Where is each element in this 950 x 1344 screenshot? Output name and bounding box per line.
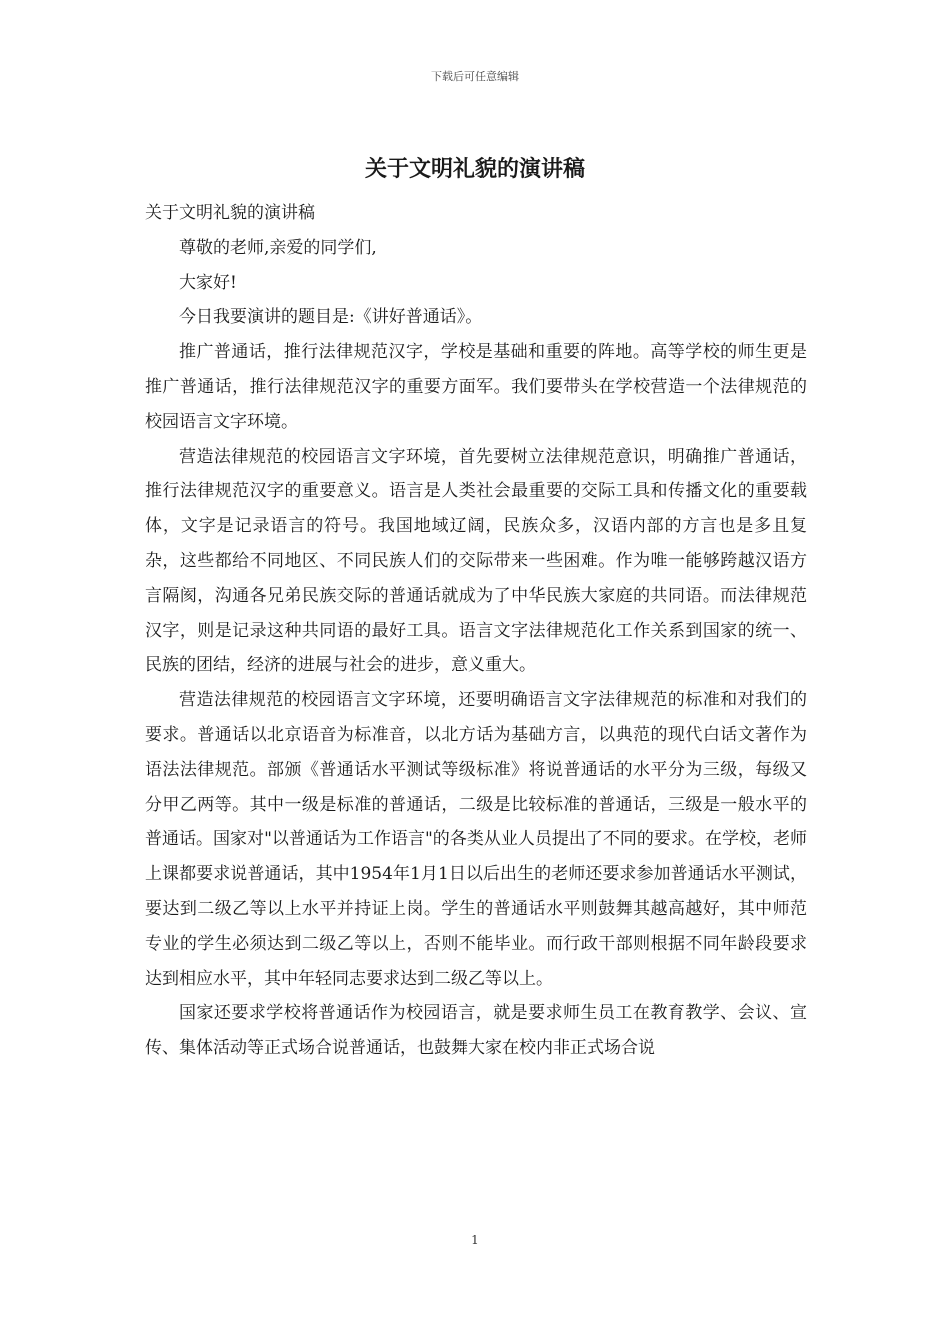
paragraph: 尊敬的老师,亲爱的同学们, bbox=[179, 237, 377, 258]
subtitle-line: 关于文明礼貌的演讲稿 bbox=[145, 203, 315, 223]
document-body bbox=[145, 196, 807, 1066]
document-title: 关于文明礼貌的演讲稿 bbox=[364, 157, 585, 182]
header-note: 下载后可任意编辑 bbox=[431, 70, 519, 83]
paragraph: 大家好! bbox=[179, 272, 237, 293]
paragraph: 推广普通话，推行法律规范汉字，学校是基础和重要的阵地。高等学校的师生更是推广普通话，推行法律规范汉字的重要方面军。我们要带头在学校营造一个法律规范的校园语言文字环境。 bbox=[145, 342, 807, 432]
paragraph: 国家还要求学校将普通话作为校园语言，就是要求师生员工在教育教学、会议、宣传、集体活动等正式场合说普通话，也鼓舞大家在校内非正式场合说 bbox=[145, 1003, 807, 1059]
paragraph: 营造法律规范的校园语言文字环境，还要明确语言文字法律规范的标准和对我们的要求。普通话以北京语音为标准音，以北方话为基础方言，以典范的现代白话文著作为语法法律规范。部颁《普通话水平测试等级标准》将说普通话的水平分为三级，每级又分甲乙两等。其中一级是标准的普通话，二级是比较标准的普通话，三级是一般水平的普通话。国家对"以普通话为工作语言"的各类从业人员提出了不同的要求。在学校，老师上课都要求说普通话，其中1954年1月1日以后出生的老师还要求参加普通话水平测试，要达到二级乙等以上水平并持证上岗。学生的普通话水平则鼓舞其越高越好，其中师范专业的学生必须达到二级乙等以上，否则不能毕业。而行政干部则根据不同年龄段要求达到相应水平，其中年轻同志要求达到二级乙等以上。 bbox=[145, 690, 807, 989]
page-number: 1 bbox=[471, 1233, 479, 1247]
paragraph: 今日我要演讲的题目是:《讲好普通话》。 bbox=[179, 307, 483, 328]
paragraph: 营造法律规范的校园语言文字环境，首先要树立法律规范意识，明确推广普通话，推行法律规范汉字的重要意义。语言是人类社会最重要的交际工具和传播文化的重要载体，文字是记录语言的符号。我国地域辽阔，民族众多，汉语内部的方言也是多且复杂，这些都给不同地区、不同民族人们的交际带来一些困难。作为唯一能够跨越汉语方言隔阂，沟通各兄弟民族交际的普通话就成为了中华民族大家庭的共同语。而法律规范汉字，则是记录这种共同语的最好工具。语言文字法律规范化工作关系到国家的统一、民族的团结，经济的进展与社会的进步，意义重大。 bbox=[145, 446, 807, 676]
